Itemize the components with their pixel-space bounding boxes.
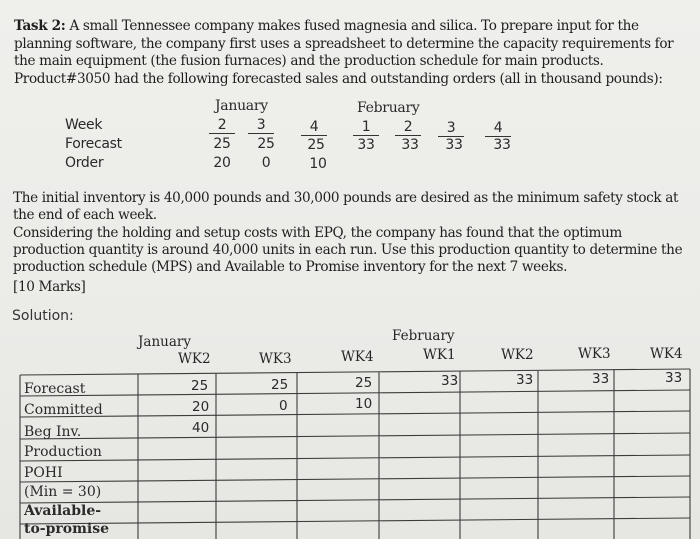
row-label-production: Production — [24, 444, 102, 460]
data-order-cell: 0 — [261, 155, 271, 171]
data-week-cell: 2 — [209, 117, 235, 134]
solution-forecast-cell: 33 — [441, 373, 459, 389]
data-forecast-cell: 33 — [493, 137, 511, 153]
data-week-cell: 3 — [438, 120, 464, 137]
solution-forecast-cell: 25 — [355, 375, 373, 391]
data-month-january: January — [215, 98, 268, 114]
solution-label: Solution: — [12, 308, 74, 324]
data-forecast-cell: 33 — [357, 137, 375, 153]
data-week-cell: 2 — [395, 119, 421, 136]
solution-month-february: February — [392, 328, 455, 344]
solution-week-header: WK1 — [423, 347, 456, 363]
solution-week-header: WK2 — [501, 347, 534, 363]
data-forecast-cell: 33 — [445, 137, 463, 153]
task-text: A small Tennessee company makes fused magnesia and silica. To prepare input for the planning software, the company first uses a spreadsheet to determine the capacity requirements for the main equipment (the fusion furnaces) and the production schedule for main products. Product#3050 had the following forecasted sales and outstanding orders (all in thousand pounds): — [14, 18, 674, 87]
data-row-order-label: Order — [65, 155, 104, 171]
data-forecast-cell: 25 — [213, 136, 231, 152]
solution-month-january: January — [138, 334, 191, 350]
data-month-february: February — [357, 100, 420, 116]
data-order-cell: 20 — [213, 155, 231, 171]
solution-week-header: WK4 — [341, 349, 374, 365]
solution-week-header: WK3 — [578, 346, 611, 362]
solution-week-header: WK3 — [259, 351, 292, 367]
solution-forecast-cell: 25 — [271, 377, 289, 393]
data-week-cell: 4 — [301, 119, 327, 136]
marks-label: [10 Marks] — [13, 279, 86, 295]
solution-forecast-cell: 33 — [516, 372, 534, 388]
solution-week-header: WK4 — [650, 346, 683, 362]
data-week-cell: 4 — [485, 120, 511, 137]
row-label-forecast: Forecast — [24, 381, 86, 397]
row-label-beg-inv: Beg Inv. — [24, 424, 82, 440]
data-week-cell: 3 — [248, 117, 274, 134]
solution-forecast-cell: 33 — [665, 370, 683, 386]
inventory-paragraph: The initial inventory is 40,000 pounds and 30,000 pounds are desired as the minimum safety stock at the end of each week. — [13, 190, 679, 223]
data-row-forecast-label: Forecast — [65, 136, 122, 152]
data-week-cell: 1 — [353, 119, 379, 136]
task-label: Task 2: — [14, 18, 66, 34]
solution-beginv-cell: 40 — [192, 420, 210, 436]
row-label-pohi: POHI — [24, 465, 63, 481]
row-label-committed: Committed — [24, 402, 103, 418]
data-forecast-cell: 25 — [257, 136, 275, 152]
data-order-cell: 10 — [309, 156, 327, 172]
data-forecast-cell: 25 — [307, 137, 325, 153]
solution-committed-cell: 10 — [355, 396, 373, 412]
solution-week-header: WK2 — [178, 351, 211, 367]
epq-paragraph: Considering the holding and setup costs with EPQ, the company has found that the optimum production quantity is around 40,000 units in each run. Use this production quantity to determine the production schedule (MPS) and Available to Promise inventory for the next 7 weeks. — [13, 225, 683, 275]
row-label-min: (Min = 30) — [24, 484, 102, 500]
solution-committed-cell: 0 — [279, 398, 288, 414]
solution-forecast-cell: 33 — [592, 371, 610, 387]
data-row-week-label: Week — [65, 117, 103, 133]
row-label-atp-line2: to-promise — [24, 521, 110, 537]
solution-committed-cell: 20 — [192, 399, 210, 415]
solution-forecast-cell: 25 — [191, 378, 209, 394]
row-label-atp-line1: Available- — [24, 503, 102, 519]
data-forecast-cell: 33 — [401, 137, 419, 153]
